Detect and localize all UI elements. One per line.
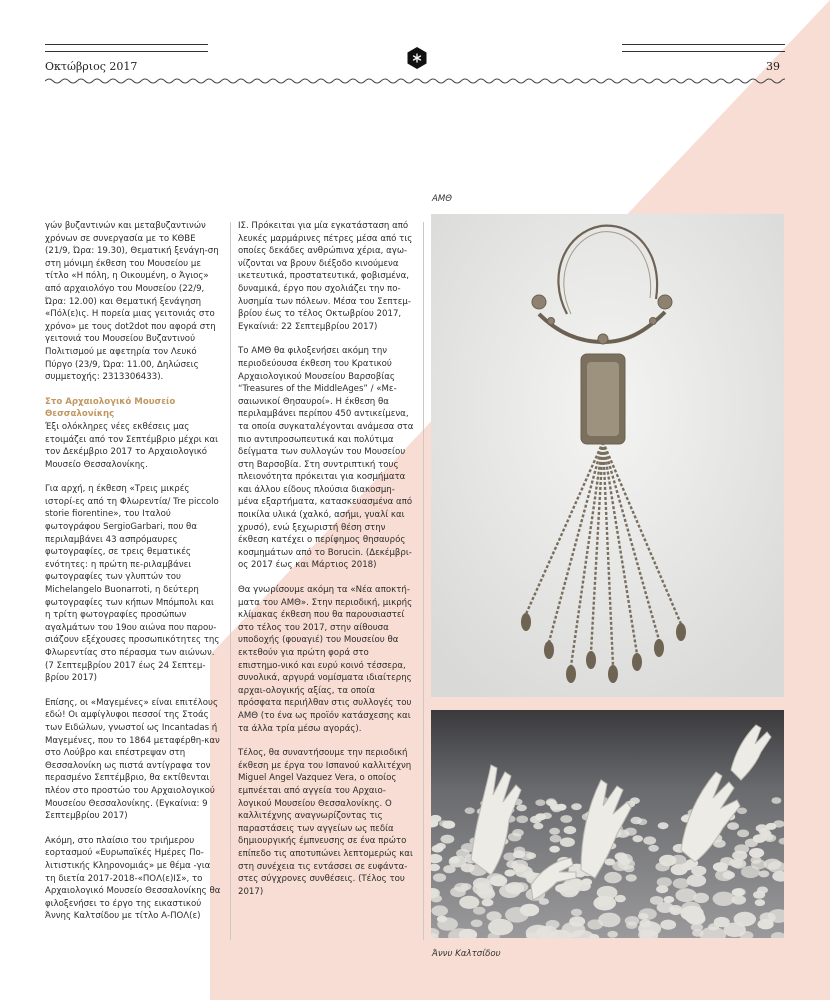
photo-credit-top: ΑΜΘ <box>432 194 453 204</box>
paragraph: Θα γνωρίσουμε ακόμη τα «Νέα αποκτή-ματα του ΑΜΘ». Στην περιοδική, μικρής κλίμακας έκθεση που θα παρουσιαστεί στο τέλος του 2017, στην αίθουσα υποδοχής (φουαγιέ) του Μουσείου θα εκτεθούν για πρώτη φορά στο επιστημο-νικό και ευρύ κοινό τέσσερα, συνολικά, αργυρά νομίσματα ιδιαίτερης αρχαι-ολογικής αξίας, τα οποία πρόσφατα περιήλθαν στις συλλογές του ΑΜΘ (το ένα ως προϊόν κατάσχεσης και τα άλλα τρία μέσω αγοράς). <box>238 585 413 734</box>
article-column-1 <box>45 220 221 935</box>
header-wave-divider <box>45 76 785 86</box>
paragraph: ΙΣ. Πρόκειται για μία εγκατάσταση από λευκές μαρμάρινες πέτρες μέσα από τις οποίες δεκάδες ανθρώπινα χέρια, αγω-νίζονται να βρουν διέξοδο κινούμενα ικετευτικά, προστατευτικά, φοβισμένα, δυναμικά, έργο που σχολιάζει την πο-λυσημία των πόλεων. Μέσα του Σεπτεμ-βρίου έως το τέλος Οκτωβρίου 2017, Εγκαίνιά: 22 Σεπτεμβρίου 2017) <box>238 221 413 332</box>
column-divider <box>230 222 231 940</box>
article-column-2 <box>238 220 414 910</box>
paragraph: Έξι ολόκληρες νέες εκθέσεις μας ετοιμάζει από τον Σεπτέμβριο μέχρι και τον Δεκέμβριο 2017 το Αρχαιολογικό Μουσείο Θεσσαλονίκης. <box>45 421 219 470</box>
header-rule-left <box>45 44 208 52</box>
paragraph: Για αρχή, η έκθεση «Τρεις μικρές ιστορί-ες από τη Φλωρεντία/ Tre piccolo storie fiorentine», του Ιταλού φωτογράφου SergioGarbari, που θα περιλαμβάνει 43 ασπρόμαυρες φωτογραφίες, σε τρεις θεματικές ενότητες: η πρώτη πε-ριλαμβάνει φωτογραφίες των γλυπτών του Michelangelo Buonarroti, η δεύτερη φωτογραφίες των κήπων Μπόμπολι και η τρίτη φωτογραφίες προσώπων αγαλμάτων του 19ου αιώνα που παρου-σιάζουν εξέχουσες προσωπικότητες της Φλωρεντίας στο πέρασμα των αιώνων. (7 Σεπτεμβρίου 2017 έως 24 Σεπτεμ-βρίου 2017) <box>45 484 220 684</box>
page-number: 39 <box>766 60 780 73</box>
paragraph: γών βυζαντινών και μεταβυζαντινών χρόνων σε συνεργασία με το ΚΘΒΕ (21/9, Ώρα: 19.30), Θεματική ξενάγη-ση στη μόνιμη έκθεση του Μουσείου με τίτλο «Η πόλη, η Οικουμένη, ο Άγιος» από αρχαιολόγο του Μουσείου (22/9, Ώρα: 12.00) και Θεματική ξενάγηση «Πόλ(ε)ις. Η πορεία μιας γειτονιάς στο χρόνο» με τους dot2dot που αφορά στη γειτονιά του Μουσείου Βυζαντινού Πολιτισμού με αφετηρία τον Λευκό Πύργο (23/9, Ώρα: 11.00, Δηλώσεις συμμετοχής: 2313306433). <box>45 221 219 383</box>
header-ornament-icon <box>405 46 429 70</box>
paragraph: Ακόμη, στο πλαίσιο του τριήμερου εορτασμού «Ευρωπαϊκές Ημέρες Πο-λιτιστικής Κληρονομιάς» με θέμα -για τη διετία 2017-2018-«ΠΟΛ(ε)ΙΣ», το Αρχαιολογικό Μουσείο Θεσσαλονίκης θα φιλοξενήσει το έργο της εικαστικού Άννης Καλτσίδου με τίτλο Α-ΠΟΛ(ε) <box>45 835 221 922</box>
header-rule-right <box>622 44 785 52</box>
paragraph: Το ΑΜΘ θα φιλοξενήσει ακόμη την περιοδεύουσα έκθεση του Κρατικού Αρχαιολογικού Μουσείου Βαρσοβίας “Treasures of the MiddleAges” / «Με-σαιωνικοί Θησαυροί». Η έκθεση θα περιλαμβάνει περίπου 450 αντικείμενα, τα οποία συγκαταλέγονται ανάμεσα στα πιο αντιπροσωπευτικά και πολύτιμα δείγματα των συλλογών του Μουσείου στη Βαρσοβία. Στη συντριπτική τους πλειονότητα πρόκειται για κοσμήματα και άλλου είδους πλούσια διακοσμη-μένα εξαρτήματα, κατασκευασμένα από ποικίλα υλικά (χαλκό, ασήμι, γυαλί και χρυσό), ενώ ξεχωριστή θέση στην έκθεση κατέχει ο περίφημος θησαυρός κοσμημάτων από το Borucin. (Δεκέμβρι-ος 2017 έως και Μάρτιος 2018) <box>238 346 414 571</box>
hands-sculpture-photo <box>431 710 784 938</box>
paragraph: Τέλος, θα συναντήσουμε την περιοδική έκθεση με έργα του Ισπανού καλλιτέχνη Miguel Angel Vazquez Vera, ο οποίος εμπνέεται από αγγεία του Αρχαιο-λογικού Μουσείου Θεσσαλονίκης. Ο καλλιτέχνης αναγνωρίζοντας τις παραστάσεις των αγγείων ως πεδία δημιουργικής έμπνευσης σε ένα πρώτο επίπεδο τις αποτυπώνει λεπτομερώς και στη συνέχεια τις εντάσσει σε ευφάντα-στες σύγχρονες συνθέσεις. (Τέλος του 2017) <box>238 748 413 897</box>
earring-photo <box>431 214 784 697</box>
column-divider <box>423 222 424 940</box>
photo-credit-bottom: Άννυ Καλτσίδου <box>432 949 501 959</box>
issue-date: Οκτώβριος 2017 <box>45 60 138 73</box>
section-subheading: Στο Αρχαιολογικό Μουσείο Θεσσαλονίκης <box>45 396 176 420</box>
paragraph: Επίσης, οι «Μαγεμένες» είναι επιτέλους εδώ! Οι αμφίγλυφοι πεσσοί της Στοάς των Ειδώλων, γνωστοί ως Incantadas ή Μαγεμένες, που το 1864 μεταφέρθη-καν στο Λούβρο και επέστρεψαν στη Θεσσαλονίκη ως πιστά αντίγραφα τον περασμένο Σεπτέμβριο, θα εκτίθενται πλέον στο προστώο του Αρχαιολογικού Μουσείου Θεσσαλονίκης. (Εγκαίνια: 9 Σεπτεμβρίου 2017) <box>45 697 220 822</box>
